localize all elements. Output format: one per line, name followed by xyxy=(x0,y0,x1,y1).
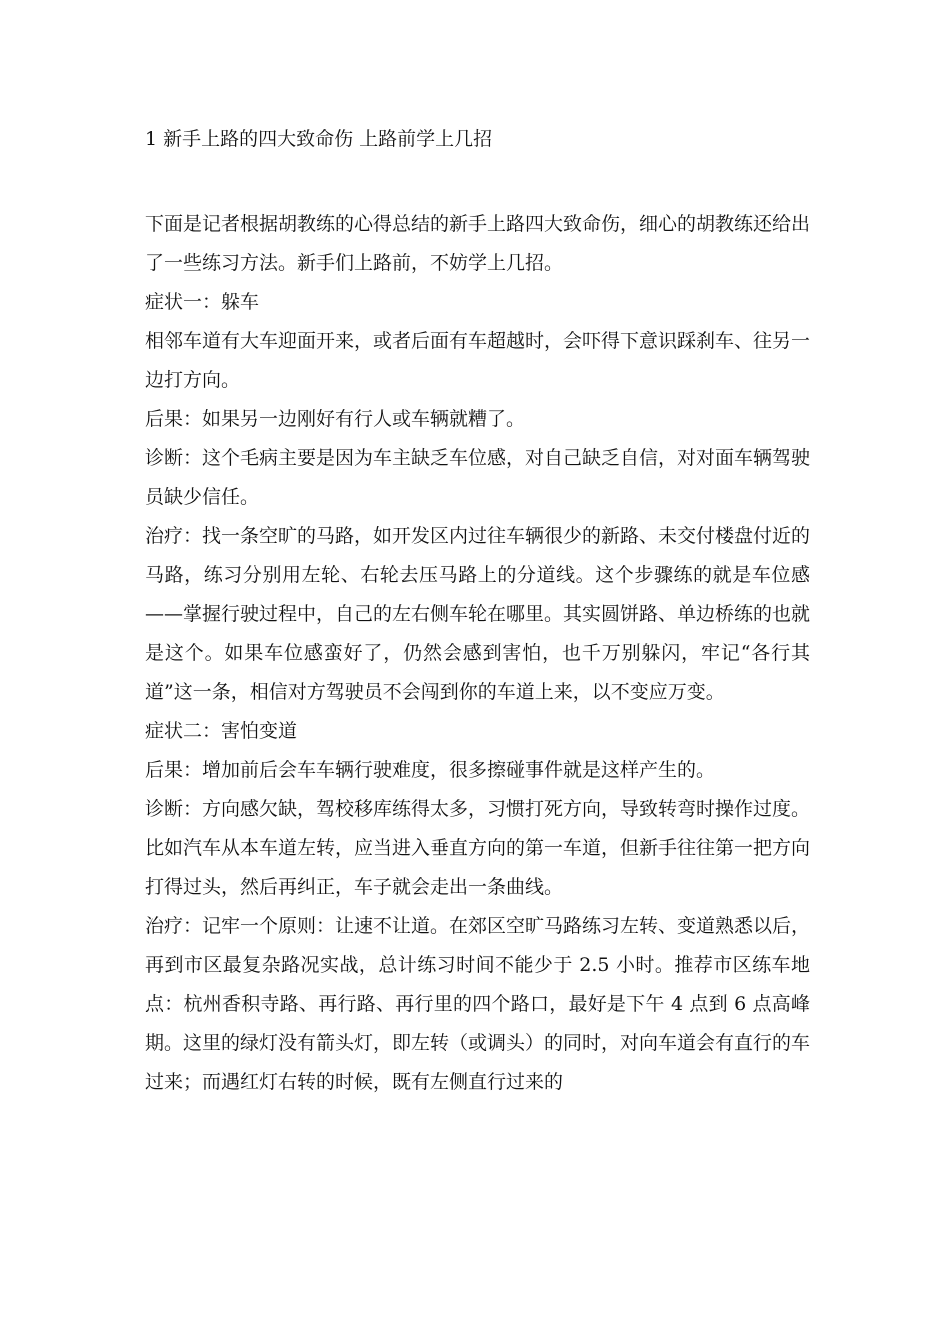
paragraph-symptom-1-treatment: 治疗：找一条空旷的马路，如开发区内过往车辆很少的新路、未交付楼盘付近的马路，练习分别用左轮、右轮去压马路上的分道线。这个步骤练的就是车位感——掌握行驶过程中，自己的左右侧车轮在哪里。其实圆饼路、单边桥练的也就是这个。如果车位感蛮好了，仍然会感到害怕，也千万别躲闪，牢记“各行其道”这一条，相信对方驾驶员不会闯到你的车道上来，以不变应万变。 xyxy=(145,525,811,703)
paragraph-symptom-2-diagnosis: 诊断：方向感欠缺，驾校移库练得太多，习惯打死方向，导致转弯时操作过度。比如汽车从本车道左转，应当进入垂直方向的第一车道，但新手往往第一把方向打得过头，然后再纠正，车子就会走出一条曲线。 xyxy=(145,798,811,898)
document-body xyxy=(145,205,810,1102)
paragraph-intro: 下面是记者根据胡教练的心得总结的新手上路四大致命伤，细心的胡教练还给出了一些练习方法。新手们上路前，不妨学上几招。 xyxy=(145,213,811,274)
paragraph-symptom-1-description: 相邻车道有大车迎面开来，或者后面有车超越时，会吓得下意识踩刹车、往另一边打方向。 xyxy=(145,330,811,391)
paragraph-symptom-1: 症状一：躲车 xyxy=(145,291,260,313)
paragraph-symptom-1-diagnosis: 诊断：这个毛病主要是因为车主缺乏车位感，对自己缺乏自信，对对面车辆驾驶员缺少信任。 xyxy=(145,447,811,508)
paragraph-symptom-2-consequence: 后果：增加前后会车车辆行驶难度，很多擦碰事件就是这样产生的。 xyxy=(145,759,716,781)
paragraph-symptom-2: 症状二：害怕变道 xyxy=(145,720,298,742)
paragraph-symptom-2-treatment: 治疗：记牢一个原则：让速不让道。在郊区空旷马路练习左转、变道熟悉以后，再到市区最复杂路况实战，总计练习时间不能少于 2.5 小时。推荐市区练车地点：杭州香积寺路、再行路、再行里的四个路口，最好是下午 4 点到 6 点高峰期。这里的绿灯没有箭头灯，即左转（或调头）的同时，对向车道会有直行的车过来；而遇红灯右转的时候，既有左侧直行过来的 xyxy=(145,915,811,1093)
document-title: 1 新手上路的四大致命伤 上路前学上几招 xyxy=(145,128,493,150)
paragraph-symptom-1-consequence: 后果：如果另一边刚好有行人或车辆就糟了。 xyxy=(145,408,526,430)
